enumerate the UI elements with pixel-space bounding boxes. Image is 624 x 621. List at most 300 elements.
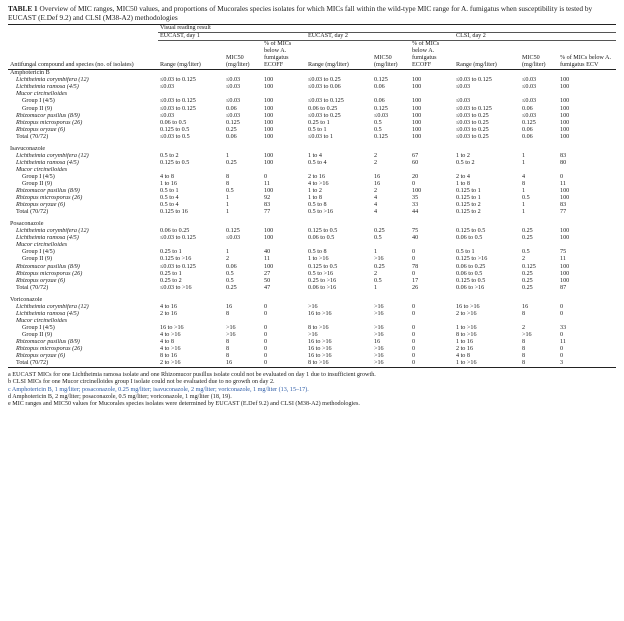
mic50-header: MIC50 (mg/liter)	[224, 41, 262, 70]
value-cell: ≤0.03	[522, 98, 537, 105]
value-cell	[262, 318, 306, 325]
group-header: CLSI, day 2	[454, 33, 616, 41]
value-cell: 0.06	[226, 263, 237, 270]
value-cell: 100	[412, 105, 422, 112]
value-cell: 27	[264, 270, 271, 277]
value-cell: 8	[522, 338, 526, 345]
range-header: Range (mg/liter)	[158, 41, 224, 70]
value-cell: 100	[264, 119, 274, 126]
value-cell: 100	[264, 98, 274, 105]
table-row	[8, 271, 616, 278]
species-cell: Rhizopus microsporus (26)	[16, 346, 83, 353]
value-cell: 8	[226, 346, 230, 353]
species-cell: Group II (9)	[22, 105, 53, 112]
value-cell: 100	[560, 126, 570, 133]
value-cell: 0.25 to >16	[308, 277, 337, 284]
species-cell: Group I (4/5)	[22, 324, 55, 331]
value-cell: 0.125 to 0.5	[308, 263, 338, 270]
species-cell: Mucor circinelloides	[16, 166, 68, 173]
value-cell: 1 to 4	[308, 152, 322, 159]
table-caption	[8, 4, 616, 22]
value-cell: 2	[226, 256, 230, 263]
value-cell: 100	[560, 188, 570, 195]
value-cell: ≤0.03 to 0.25	[456, 112, 489, 119]
value-cell	[306, 167, 372, 174]
value-cell: 0	[264, 331, 268, 338]
value-cell: 0	[560, 331, 564, 338]
value-cell	[520, 242, 558, 249]
value-cell: 0.06 to 0.5	[308, 235, 335, 242]
value-cell: 1	[226, 209, 230, 216]
value-cell: 78	[412, 263, 419, 270]
value-cell: 1 to 16	[160, 180, 178, 187]
value-cell: 0.5 to 4	[308, 159, 327, 166]
table-row	[8, 134, 616, 141]
value-cell	[306, 318, 372, 325]
value-cell: 100	[264, 228, 274, 235]
table-row	[8, 249, 616, 256]
value-cell	[262, 242, 306, 249]
value-cell: 16 to >16	[308, 353, 332, 360]
table-row	[8, 174, 616, 181]
drug-name: Voriconazole	[10, 296, 43, 303]
value-cell: 0.125 to 1	[456, 195, 481, 202]
value-cell: 2 to >16	[158, 360, 224, 368]
value-cell: 0	[412, 346, 416, 353]
value-cell: 1 to 2	[456, 152, 470, 159]
value-cell	[372, 91, 410, 98]
value-cell: 26	[412, 284, 419, 291]
value-cell: 4	[522, 173, 526, 180]
table-row	[8, 353, 616, 360]
value-cell: ≤0.03 to 0.125	[160, 263, 196, 270]
value-cell: 11	[560, 256, 566, 263]
species-cell: Lichtheimia corymbifera (12)	[16, 228, 89, 235]
value-cell: 3	[558, 360, 616, 368]
value-cell: 0.5 to 1	[456, 249, 475, 256]
value-cell: ≤0.03 to 0.25	[456, 133, 489, 140]
value-cell: 0	[264, 310, 268, 317]
value-cell: 17	[412, 277, 419, 284]
table-label: TABLE 1	[8, 4, 38, 13]
value-cell: 4 to >16	[160, 346, 181, 353]
value-cell: 0.5 to 8	[308, 202, 327, 209]
value-cell: 100	[412, 112, 422, 119]
value-cell: ≤0.03	[522, 84, 537, 91]
value-cell: >16	[374, 353, 384, 360]
value-cell	[224, 318, 262, 325]
value-cell: 100	[264, 152, 274, 159]
value-cell: 8	[522, 180, 526, 187]
value-cell: 16	[374, 173, 381, 180]
mic50-header: MIC50 (mg/liter)	[372, 41, 410, 70]
value-cell	[158, 318, 224, 325]
species-cell: Lichtheimia ramosa (4/5)	[16, 159, 79, 166]
value-cell: 8	[522, 310, 526, 317]
value-cell: 0.25	[226, 126, 237, 133]
table-row	[8, 127, 616, 134]
value-cell: >16	[374, 310, 384, 317]
value-cell: >16	[308, 303, 318, 310]
value-cell: 1	[226, 195, 230, 202]
value-cell	[454, 167, 520, 174]
value-cell: 100	[560, 277, 570, 284]
value-cell: 60	[412, 159, 419, 166]
value-cell: 1 to 16	[456, 338, 474, 345]
table-row	[8, 77, 616, 84]
value-cell: ≤0.03 to 0.125	[160, 98, 196, 105]
value-cell: 33	[560, 324, 567, 331]
value-cell: 0.06	[374, 84, 385, 91]
value-cell: 100	[560, 98, 570, 105]
value-cell: 0	[262, 360, 306, 368]
value-cell: 33	[412, 202, 419, 209]
species-cell: Lichtheimia corymbifera (12)	[16, 77, 89, 84]
value-cell: 8 to 16	[160, 353, 178, 360]
table-row	[8, 242, 616, 249]
group-header: EUCAST, day 1	[158, 33, 306, 41]
value-cell: 35	[412, 195, 419, 202]
value-cell: 100	[264, 112, 274, 119]
value-cell: 4 to 8	[160, 338, 174, 345]
value-cell: >16	[374, 303, 384, 310]
value-cell	[158, 242, 224, 249]
value-cell: 0.125 to 1	[456, 188, 481, 195]
value-cell: 1	[522, 152, 526, 159]
species-cell: Lichtheimia corymbifera (12)	[16, 152, 89, 159]
value-cell: 0.06	[522, 126, 533, 133]
table-row	[8, 188, 616, 195]
value-cell: 11	[264, 256, 270, 263]
value-cell: 100	[560, 235, 570, 242]
species-cell: Lichtheimia ramosa (4/5)	[16, 310, 79, 317]
value-cell: 0.125 to 0.5	[160, 159, 190, 166]
value-cell: 2	[522, 324, 526, 331]
value-cell: 2	[374, 159, 378, 166]
drug-header-row	[8, 70, 616, 78]
species-cell: Rhizopus oryzae (6)	[16, 202, 66, 209]
value-cell: 100	[560, 105, 570, 112]
ecv-header: % of MICs below A. fumigatus ECV	[558, 41, 616, 70]
value-cell: ≤0.03	[522, 112, 537, 119]
value-cell: >16	[308, 331, 318, 338]
species-cell: Group II (9)	[22, 180, 53, 187]
value-cell: 0	[560, 346, 564, 353]
value-cell: 16 to >16	[160, 324, 184, 331]
value-cell: 100	[264, 159, 274, 166]
value-cell: 0.125	[374, 105, 388, 112]
value-cell: 1	[522, 159, 526, 166]
value-cell: 11	[560, 180, 566, 187]
value-cell: 0	[560, 310, 564, 317]
value-cell: 8 to >16	[456, 331, 477, 338]
species-cell: Rhizopus microsporus (26)	[16, 195, 83, 202]
species-cell: Lichtheimia corymbifera (12)	[16, 303, 89, 310]
value-cell: 2 to 4	[456, 173, 470, 180]
value-cell: ≤0.03 to 0.125	[308, 98, 344, 105]
value-cell: 0.125 to 0.5	[160, 126, 190, 133]
ecoff-header: % of MICs below A. fumigatus ECOFF	[410, 41, 454, 70]
value-cell	[158, 91, 224, 98]
footnotes	[8, 372, 616, 408]
value-cell	[558, 318, 616, 325]
value-cell: ≤0.03 to 0.5	[160, 133, 190, 140]
value-cell: 0.25	[374, 263, 385, 270]
species-cell: Mucor circinelloides	[16, 317, 68, 324]
value-cell: 1	[374, 249, 378, 256]
table-row	[8, 160, 616, 167]
value-cell: 0.06 to >16	[456, 284, 485, 291]
species-cell: Rhizopus oryzae (6)	[16, 353, 66, 360]
value-cell	[224, 167, 262, 174]
value-cell: ≤0.03 to 0.125	[160, 235, 196, 242]
value-cell: 0.5	[374, 277, 382, 284]
value-cell: 4 to 16	[160, 303, 178, 310]
value-cell: 0	[264, 303, 268, 310]
value-cell: 77	[560, 209, 567, 216]
value-cell: 100	[412, 126, 422, 133]
value-cell: 0	[264, 338, 268, 345]
value-cell: 8 to >16	[306, 360, 372, 368]
table-body	[8, 70, 616, 368]
value-cell: 0.06 to 0.25	[160, 228, 190, 235]
table-row	[8, 339, 616, 346]
value-cell	[520, 318, 558, 325]
value-cell: 8	[226, 353, 230, 360]
table-row	[8, 228, 616, 235]
value-cell: 8	[226, 338, 230, 345]
value-cell: 8	[226, 173, 230, 180]
value-cell	[454, 318, 520, 325]
value-cell: 0.06 to 0.5	[456, 270, 483, 277]
value-cell: 1 to 2	[308, 188, 322, 195]
value-cell: ≤0.03 to 0.125	[160, 77, 196, 84]
value-cell: 4 to 8	[160, 173, 174, 180]
value-cell: 0.5	[374, 119, 382, 126]
value-cell: 16	[522, 303, 529, 310]
value-cell: 75	[412, 228, 419, 235]
value-cell	[454, 242, 520, 249]
value-cell: 0.06	[522, 133, 533, 140]
drug-name: Posaconazole	[10, 221, 44, 228]
table-row	[8, 256, 616, 263]
value-cell	[558, 167, 616, 174]
value-cell: 16 to >16	[456, 303, 480, 310]
value-cell: 2 to 16	[456, 346, 474, 353]
value-cell: 0.5 to 4	[160, 195, 179, 202]
value-cell: 0.5	[522, 249, 530, 256]
value-cell: 4 to 8	[456, 353, 470, 360]
value-cell: 100	[412, 84, 422, 91]
value-cell	[372, 167, 410, 174]
value-cell: >16	[226, 331, 236, 338]
drug-name: Amphotericin B	[10, 70, 50, 77]
value-cell: 100	[264, 133, 274, 140]
value-cell: >16	[226, 324, 236, 331]
value-cell: 0.25	[374, 228, 385, 235]
value-cell: 2 to 16	[160, 310, 178, 317]
value-cell: 47	[264, 284, 271, 291]
drug-header-row	[8, 221, 616, 228]
value-cell: 8 to >16	[308, 324, 329, 331]
value-cell: 100	[560, 263, 570, 270]
value-cell: 100	[264, 188, 274, 195]
value-cell: 0	[560, 353, 564, 360]
value-cell: 0	[412, 310, 416, 317]
value-cell: 0.25	[226, 159, 237, 166]
value-cell	[306, 242, 372, 249]
value-cell: 0.06	[226, 105, 237, 112]
value-cell: ≤0.03 to 0.25	[308, 112, 341, 119]
value-cell: ≤0.03 to 1	[308, 133, 334, 140]
value-cell	[410, 242, 454, 249]
species-cell: Group I (4/5)	[22, 98, 55, 105]
value-cell: 0.25	[522, 277, 533, 284]
value-cell: ≤0.03 to 0.125	[160, 105, 196, 112]
value-cell: 100	[412, 119, 422, 126]
value-cell: 0	[412, 331, 416, 338]
value-cell	[520, 91, 558, 98]
value-cell: 0.5 to 1	[160, 188, 179, 195]
value-cell	[372, 318, 410, 325]
value-cell: 16	[374, 338, 381, 345]
value-cell: 0	[264, 346, 268, 353]
value-cell: 0.125 to 0.5	[456, 277, 486, 284]
value-cell: 0.25 to 2	[160, 277, 182, 284]
value-cell: ≤0.03	[374, 112, 389, 119]
value-cell	[224, 242, 262, 249]
table-row	[8, 325, 616, 332]
table-row	[8, 235, 616, 242]
value-cell: ≤0.03	[160, 84, 175, 91]
table-row	[8, 346, 616, 353]
value-cell: >16	[522, 331, 532, 338]
value-cell: 0	[410, 360, 454, 368]
value-cell	[372, 242, 410, 249]
drug-header-row	[8, 146, 616, 153]
species-cell: Total (70/72)	[16, 209, 49, 216]
species-cell: Rhizopus microsporus (26)	[16, 270, 83, 277]
value-cell: 0	[560, 173, 564, 180]
table-row	[8, 106, 616, 113]
species-cell: Rhizopus oryzae (6)	[16, 277, 66, 284]
mic-table	[8, 24, 616, 368]
value-cell: 0.25	[522, 284, 533, 291]
value-cell: 50	[264, 277, 271, 284]
value-cell: 1 to 8	[308, 195, 322, 202]
value-cell: 1	[226, 202, 230, 209]
species-cell: Group II (9)	[22, 256, 53, 263]
species-cell: Lichtheimia ramosa (4/5)	[16, 84, 79, 91]
species-cell: Rhizomucor pusillus (8/9)	[16, 188, 80, 195]
value-cell: 100	[264, 77, 274, 84]
value-cell: 1 to >16	[308, 256, 329, 263]
value-cell: >16	[374, 324, 384, 331]
table-row	[8, 278, 616, 285]
value-cell	[410, 318, 454, 325]
value-cell: 1	[226, 152, 230, 159]
value-cell: 0.5 to 2	[160, 152, 179, 159]
value-cell: 77	[264, 209, 271, 216]
value-cell: 0.5	[226, 188, 234, 195]
value-cell: 83	[264, 202, 271, 209]
value-cell: ≤0.03 to 0.125	[456, 77, 492, 84]
value-cell: 100	[412, 188, 422, 195]
value-cell: 2	[522, 256, 526, 263]
value-cell: 100	[560, 133, 570, 140]
value-cell: 8	[522, 346, 526, 353]
value-cell: 0.25	[226, 284, 237, 291]
value-cell: 0.25 to 1	[308, 119, 330, 126]
species-cell: Group I (4/5)	[22, 173, 55, 180]
value-cell: 0	[560, 303, 564, 310]
value-cell: 0.125	[522, 119, 536, 126]
footnote: e MIC ranges and MIC50 values for Mucorales species isolates were determined by EUCAST (E.Def 9.2) and CLSI (M38-A2) methodologies.	[8, 401, 360, 408]
value-cell: 0.5 to 1	[308, 126, 327, 133]
value-cell	[558, 242, 616, 249]
value-cell: 16 to >16	[308, 310, 332, 317]
table-row	[8, 311, 616, 318]
value-cell: 0.25	[522, 235, 533, 242]
value-cell: 0.125	[226, 228, 240, 235]
value-cell: 0	[264, 173, 268, 180]
species-cell: Group I (4/5)	[22, 249, 55, 256]
value-cell: 100	[560, 195, 570, 202]
value-cell: 1	[374, 284, 378, 291]
ecoff-header: % of MICs below A. fumigatus ECOFF	[262, 41, 306, 70]
table-row	[8, 304, 616, 311]
value-cell: ≤0.03 to 0.25	[456, 126, 489, 133]
value-cell: ≤0.03	[226, 112, 241, 119]
value-cell: 0.06	[374, 98, 385, 105]
value-cell: ≤0.03 to 0.06	[308, 84, 341, 91]
value-cell: 0.125 to >16	[456, 256, 488, 263]
value-cell: ≤0.03 to 0.25	[456, 119, 489, 126]
value-cell: 0.125	[226, 119, 240, 126]
value-cell: 4	[374, 209, 378, 216]
value-cell: 16	[226, 303, 233, 310]
value-cell: 83	[560, 202, 567, 209]
table-row	[8, 98, 616, 105]
value-cell	[410, 167, 454, 174]
visual-reading-header: Visual reading result	[158, 25, 616, 33]
value-cell: 87	[560, 284, 567, 291]
value-cell: ≤0.03 to 0.25	[308, 77, 341, 84]
value-cell: 100	[560, 77, 570, 84]
range-header: Range (mg/liter)	[306, 41, 372, 70]
value-cell: 16	[374, 180, 381, 187]
value-cell: ≤0.03	[226, 98, 241, 105]
value-cell: 100	[264, 84, 274, 91]
range-header: Range (mg/liter)	[454, 41, 520, 70]
value-cell: 0.5 to 2	[456, 159, 475, 166]
species-cell: Mucor circinelloides	[16, 91, 68, 98]
table-row	[8, 120, 616, 127]
footnote: c Amphotericin B, 1 mg/liter; posaconazole, 0.25 mg/liter; isavuconazole, 2 mg/liter; voriconazole, 1 mg/liter (13, 15–17).	[8, 386, 309, 393]
value-cell: 1	[522, 188, 526, 195]
table-row	[8, 209, 616, 216]
species-cell: Rhizomucor pusillus (8/9)	[16, 263, 80, 270]
value-cell: 0.5 to 4	[160, 202, 179, 209]
value-cell: 0	[412, 270, 416, 277]
value-cell: 2	[374, 188, 378, 195]
value-cell: 0	[264, 324, 268, 331]
species-cell: Total (70/72)	[16, 133, 49, 140]
value-cell: 16 to >16	[308, 346, 332, 353]
compound-species-header: Antifungal compound and species (no. of isolates)	[8, 41, 158, 70]
table-row	[8, 332, 616, 339]
value-cell	[306, 91, 372, 98]
